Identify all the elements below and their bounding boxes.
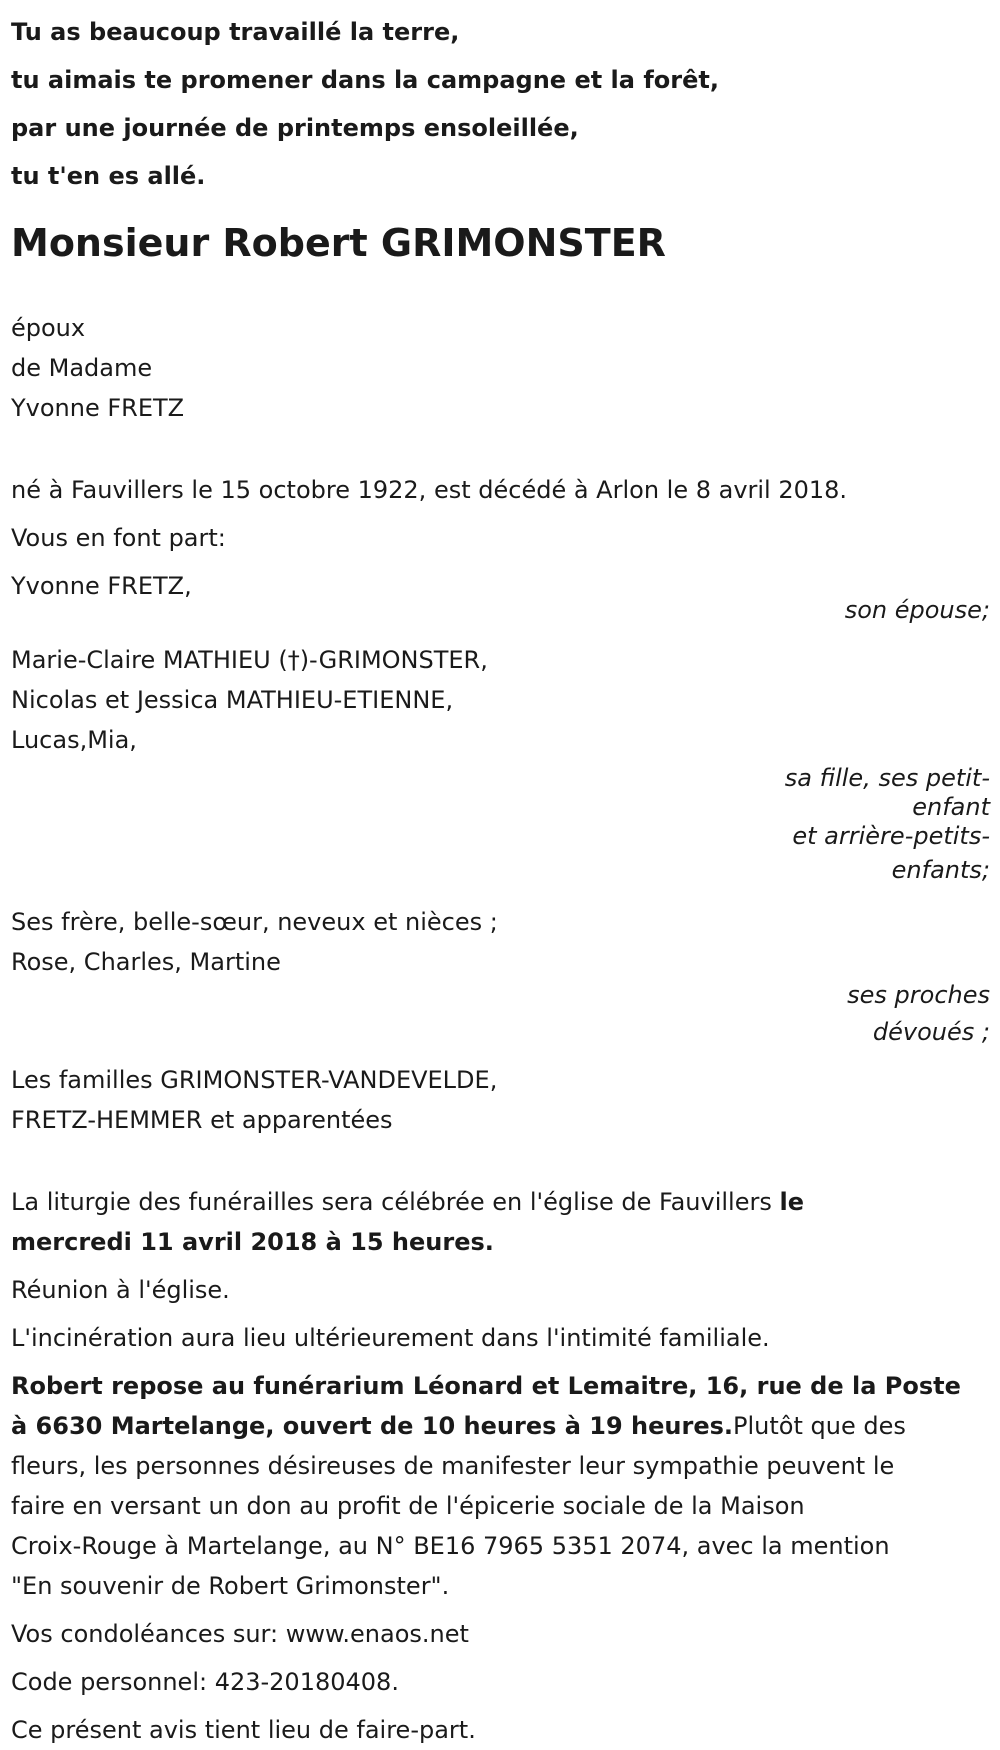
spouse-block — [11, 308, 991, 428]
poem-line: par une journée de printemps ensoleillée, — [11, 114, 579, 142]
reunion-line: Réunion à l'église. — [11, 1276, 230, 1304]
family-name: Les familles GRIMONSTER-VANDEVELDE, — [11, 1066, 498, 1094]
relation-line: dévoués ; — [872, 1018, 990, 1046]
reposing-paragraph — [11, 1366, 991, 1606]
family-name: Ses frère, belle-sœur, neveux et nièces ; — [11, 908, 498, 936]
relation-label — [11, 978, 991, 1052]
deceased-name: Monsieur Robert GRIMONSTER — [11, 221, 666, 265]
family-name — [11, 640, 991, 680]
reposing-line — [11, 1406, 991, 1446]
spouse-line: Yvonne FRETZ — [11, 394, 185, 422]
relation-line: ses proches — [847, 981, 990, 1009]
poem-line: tu t'en es allé. — [11, 162, 206, 190]
poem-line: Tu as beaucoup travaillé la terre, — [11, 18, 460, 46]
relation-line: enfants; — [891, 856, 990, 884]
family-group-families — [11, 1060, 991, 1140]
cross-symbol: † — [287, 646, 300, 674]
condolences-line: Vos condoléances sur: www.enaos.net — [11, 1620, 469, 1648]
family-name: FRETZ-HEMMER et apparentées — [11, 1106, 393, 1134]
relation-line: et arrière-petits- — [792, 822, 990, 850]
family-group-daughter — [11, 640, 991, 760]
family-name-part: Marie-Claire MATHIEU ( — [11, 646, 288, 674]
notice-line: Ce présent avis tient lieu de faire-part. — [11, 1716, 476, 1744]
family-name: Lucas,Mia, — [11, 726, 137, 754]
family-name: Nicolas et Jessica MATHIEU-ETIENNE, — [11, 686, 454, 714]
personal-code-line: Code personnel: 423-20180408. — [11, 1668, 399, 1696]
relation-line: son épouse; — [844, 596, 990, 624]
relation-label — [11, 762, 991, 888]
family-name-part: )-GRIMONSTER, — [299, 646, 488, 674]
liturgy-date: mercredi 11 avril 2018 à 15 heures. — [11, 1228, 494, 1256]
spouse-line: de Madame — [11, 354, 153, 382]
family-name: Rose, Charles, Martine — [11, 948, 281, 976]
spouse-line: époux — [11, 314, 86, 342]
reposing-hours: à 6630 Martelange, ouvert de 10 heures à 19 heures. — [11, 1412, 734, 1440]
donation-text: Plutôt que des — [733, 1412, 906, 1440]
poem — [11, 8, 991, 200]
liturgy-date: le — [779, 1188, 804, 1216]
family-group-siblings — [11, 902, 991, 982]
family-name: Yvonne FRETZ, — [11, 572, 192, 600]
donation-line: "En souvenir de Robert Grimonster". — [11, 1572, 450, 1600]
birth-death-line: né à Fauvillers le 15 octobre 1922, est décédé à Arlon le 8 avril 2018. — [11, 476, 848, 504]
obituary-notice — [11, 0, 991, 1750]
poem-line: tu aimais te promener dans la campagne et la forêt, — [11, 66, 719, 94]
liturgy-text: La liturgie des funérailles sera célébrée en l'église de Fauvillers — [11, 1188, 780, 1216]
liturgy-line — [11, 1182, 991, 1222]
announcement-intro: Vous en font part: — [11, 524, 226, 552]
reposing-line: Robert repose au funérarium Léonard et Lemaitre, 16, rue de la Poste — [11, 1372, 961, 1400]
donation-line: Croix-Rouge à Martelange, au N° BE16 7965 5351 2074, avec la mention — [11, 1532, 890, 1560]
donation-line: faire en versant un don au profit de l'épicerie sociale de la Maison — [11, 1492, 805, 1520]
incineration-line: L'incinération aura lieu ultérieurement dans l'intimité familiale. — [11, 1324, 770, 1352]
donation-line: fleurs, les personnes désireuses de manifester leur sympathie peuvent le — [11, 1452, 895, 1480]
relation-line: sa fille, ses petit- — [784, 764, 990, 792]
relation-line: enfant — [912, 793, 990, 821]
liturgy-paragraph — [11, 1182, 991, 1262]
